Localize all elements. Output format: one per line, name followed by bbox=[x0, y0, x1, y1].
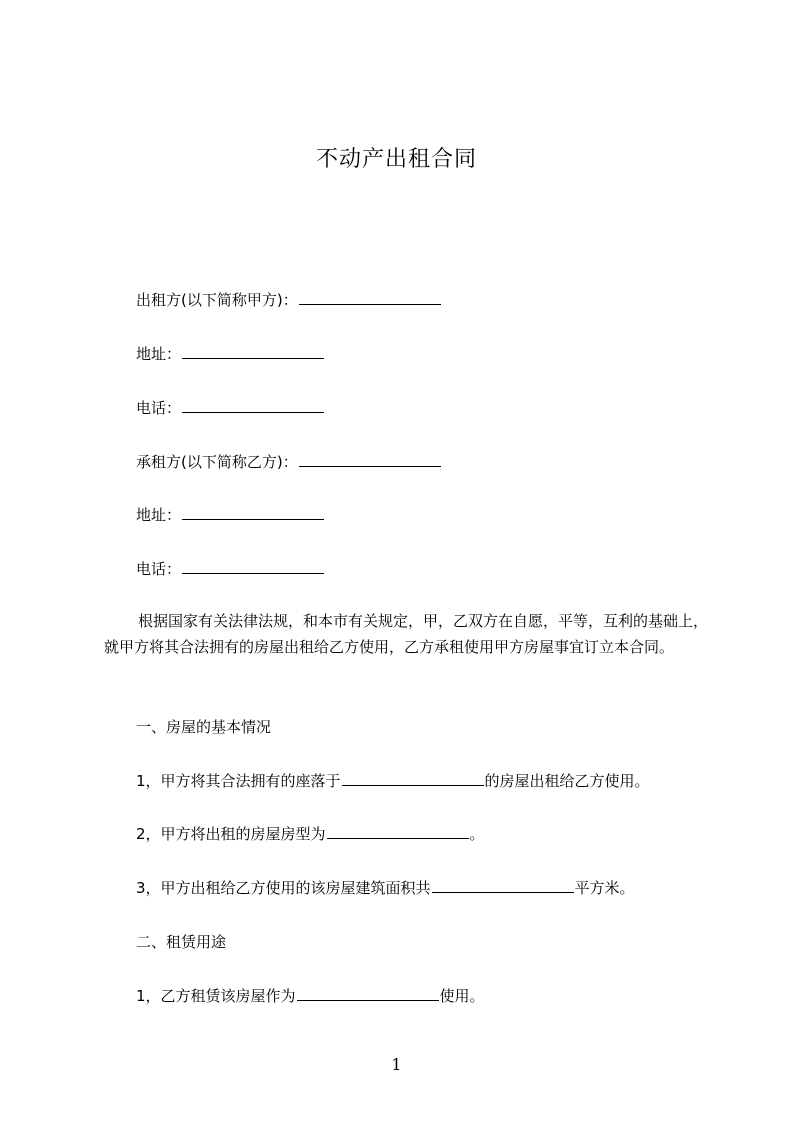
lessee-line bbox=[136, 451, 442, 473]
lessor-phone-line bbox=[136, 397, 325, 419]
location-blank[interactable] bbox=[342, 770, 484, 786]
lessee-label: 承租方(以下简称乙方)： bbox=[136, 453, 298, 471]
lessee-address-line bbox=[136, 504, 325, 526]
section2-item1-suffix: 使用。 bbox=[439, 987, 485, 1005]
section1-item1 bbox=[136, 770, 650, 792]
document-title: 不动产出租合同 bbox=[315, 147, 477, 172]
section1-item3 bbox=[136, 877, 635, 899]
lessee-phone-label: 电话： bbox=[136, 560, 182, 578]
lessor-label: 出租方(以下简称甲方)： bbox=[136, 291, 298, 309]
section2-item1-prefix: 1，乙方租赁该房屋作为 bbox=[136, 987, 296, 1005]
lessor-address-line bbox=[136, 343, 325, 365]
lessor-blank[interactable] bbox=[299, 289, 441, 305]
intro-paragraph: 根据国家有关法律法规，和本市有关规定，甲，乙双方在自愿，平等，互利的基础上，就甲方将其合法拥有的房屋出租给乙方使用，乙方承租使用甲方房屋事宜订立本合同。 bbox=[104, 612, 709, 656]
lessor-phone-blank[interactable] bbox=[182, 397, 324, 413]
lessee-blank[interactable] bbox=[299, 451, 441, 467]
usage-blank[interactable] bbox=[297, 985, 439, 1001]
lessee-phone-blank[interactable] bbox=[182, 558, 324, 574]
lessee-address-label: 地址： bbox=[136, 506, 182, 524]
lessor-phone-label: 电话： bbox=[136, 399, 182, 417]
section1-item2-suffix: 。 bbox=[469, 825, 485, 843]
section1-item2-prefix: 2，甲方将出租的房屋房型为 bbox=[136, 825, 326, 843]
lessee-address-blank[interactable] bbox=[182, 504, 324, 520]
section1-item1-suffix: 的房屋出租给乙方使用。 bbox=[484, 772, 650, 790]
lessor-line bbox=[136, 289, 442, 311]
section1-item3-prefix: 3，甲方出租给乙方使用的该房屋建筑面积共 bbox=[136, 879, 431, 897]
section2-item1 bbox=[136, 985, 485, 1007]
section1-item2 bbox=[136, 823, 485, 845]
lessee-phone-line bbox=[136, 558, 325, 580]
section2-heading: 二、租赁用途 bbox=[136, 933, 227, 951]
section1-item3-suffix: 平方米。 bbox=[574, 879, 635, 897]
section1-heading: 一、房屋的基本情况 bbox=[136, 718, 272, 736]
area-blank[interactable] bbox=[432, 877, 574, 893]
page-number: 1 bbox=[391, 1055, 402, 1074]
section1-item1-prefix: 1，甲方将其合法拥有的座落于 bbox=[136, 772, 341, 790]
lessor-address-blank[interactable] bbox=[182, 343, 324, 359]
room-type-blank[interactable] bbox=[327, 823, 469, 839]
lessor-address-label: 地址： bbox=[136, 345, 182, 363]
